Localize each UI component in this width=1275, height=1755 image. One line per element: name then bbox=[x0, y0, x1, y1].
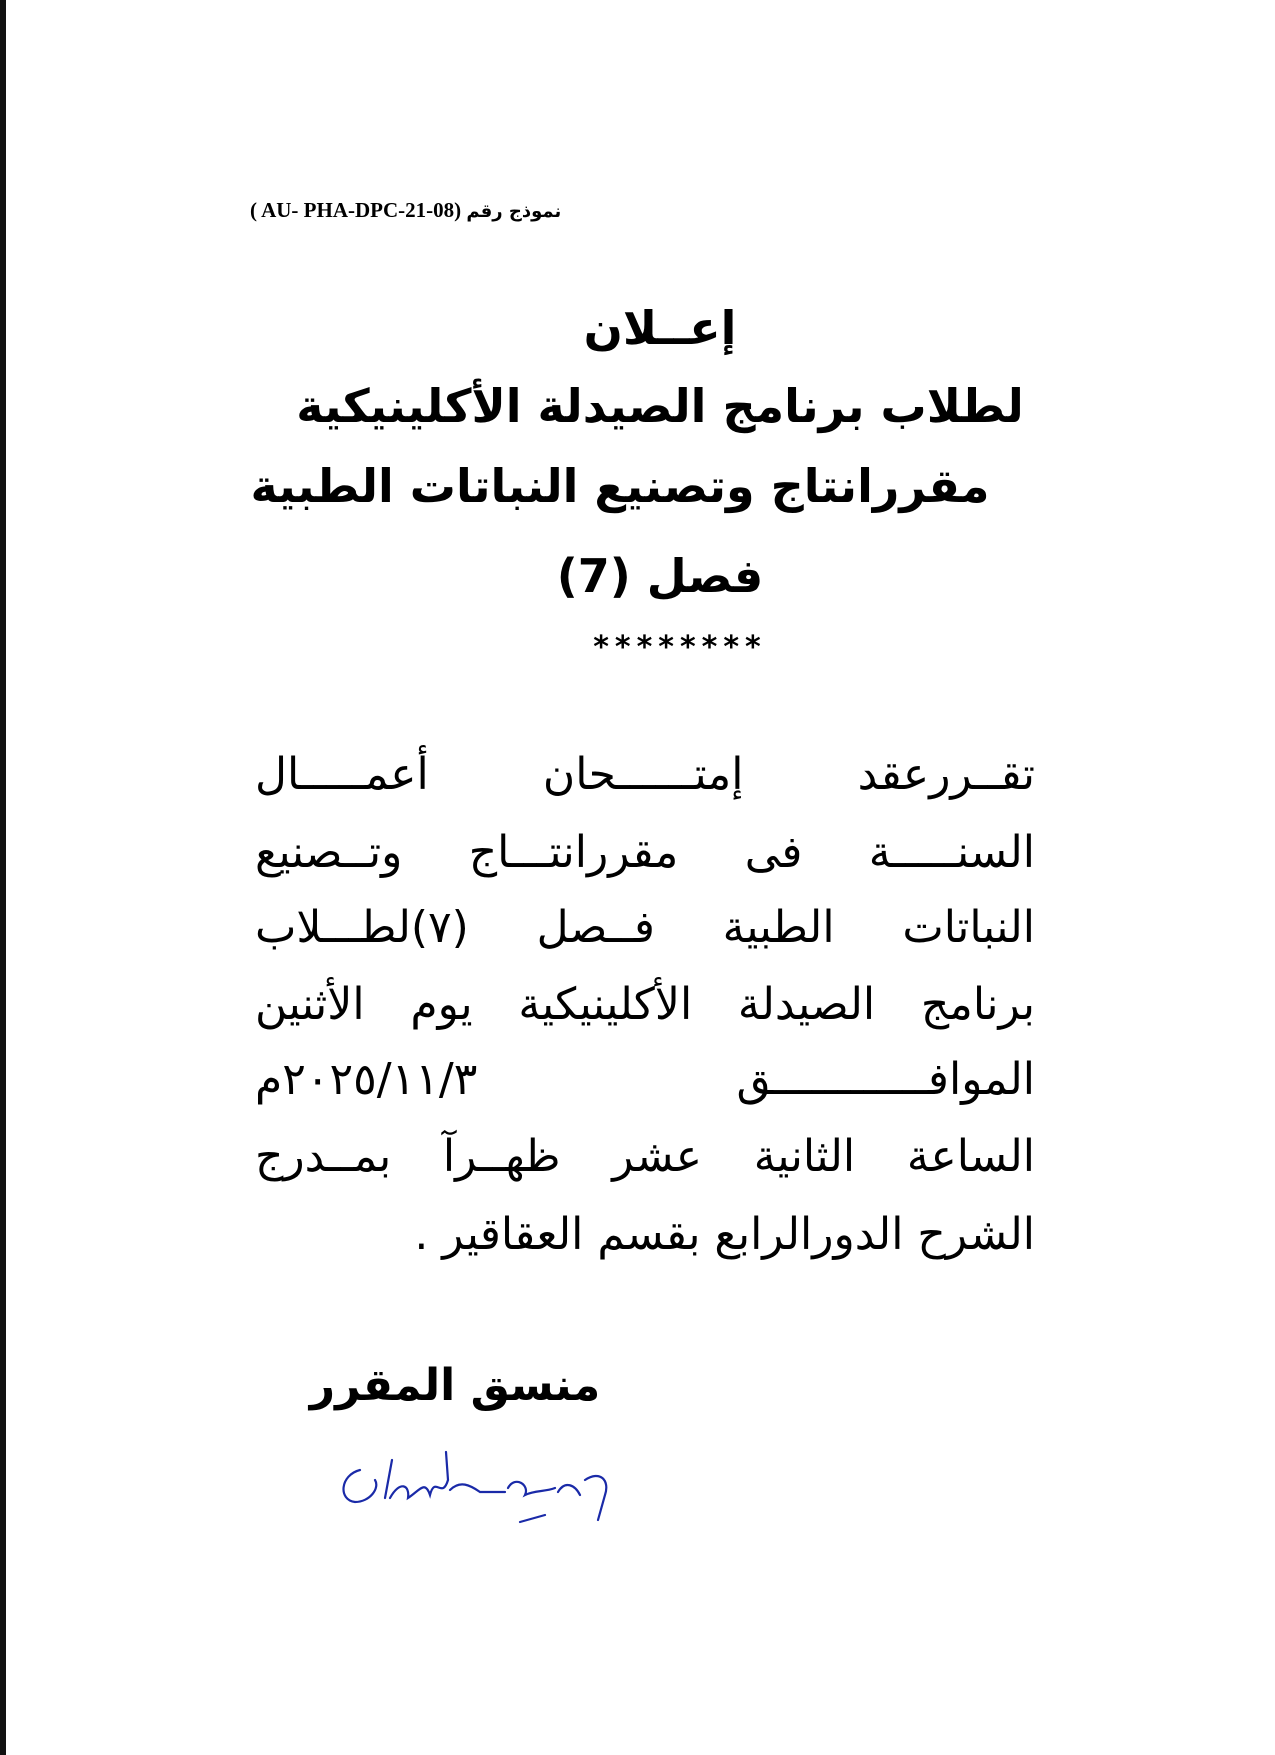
form-code: ( AU- PHA-DPC-21-08) bbox=[250, 198, 462, 222]
body-line: الساعة الثانية عشر ظهــرآ بمــدرج bbox=[255, 1131, 1035, 1182]
separator-stars: ******** bbox=[593, 630, 767, 665]
body-line: الشرح الدورالرابع بقسم العقاقير . bbox=[414, 1209, 1035, 1260]
body-line: الموافــــــــــــق ٢٠٢٥/١١/٣م bbox=[255, 1054, 1035, 1105]
form-number bbox=[250, 198, 650, 223]
handwritten-signature bbox=[330, 1440, 650, 1540]
body-line: النباتات الطبية فــصل (٧)لطـــلاب bbox=[255, 902, 1035, 953]
title-section: فصل (7) bbox=[556, 549, 764, 603]
scan-edge bbox=[0, 0, 6, 1755]
body-line: السنـــــة فى مقررانتـــاج وتــصنيع bbox=[255, 827, 1035, 878]
body-line: تقــررعقد إمتــــــحان أعمـــــال bbox=[255, 749, 1035, 800]
title-course: مقررانتاج وتصنيع النباتات الطبية bbox=[250, 459, 990, 513]
form-label: نموذج رقم bbox=[466, 201, 562, 222]
body-line: برنامج الصيدلة الأكلينيكية يوم الأثنين bbox=[255, 979, 1035, 1030]
title-announcement: إعــلان bbox=[583, 301, 737, 355]
signatory-title: منسق المقرر bbox=[309, 1360, 601, 1411]
title-students: لطلاب برنامج الصيدلة الأكلينيكية bbox=[296, 379, 1024, 433]
